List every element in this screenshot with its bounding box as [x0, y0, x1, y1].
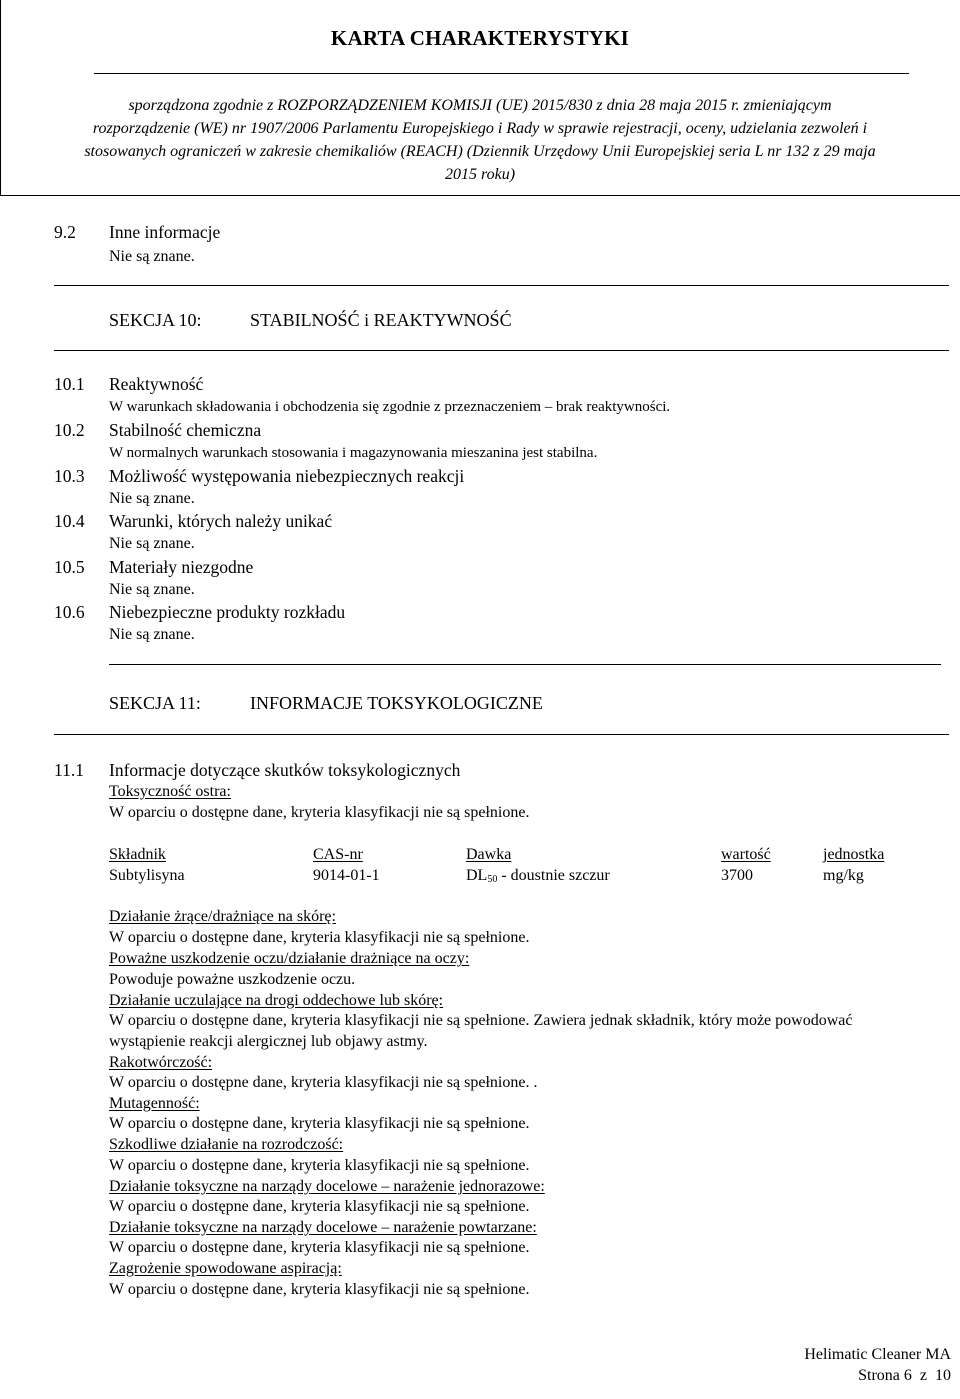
subsection-text-10-2: W normalnych warunkach stosowania i magazynowania mieszanina jest stabilna. — [109, 445, 598, 461]
subsection-number-10-4: 10.4 — [54, 511, 85, 531]
subsection-number-9-2: 9.2 — [54, 222, 76, 242]
regulation-subtitle-line-1: sporządzona zgodnie z ROZPORZĄDZENIEM KOMISJI (UE) 2015/830 z dnia 28 maja 2015 r. zmieniającym — [128, 97, 832, 114]
document-title: KARTA CHARAKTERYSTYKI — [330, 26, 630, 50]
stot-repeated-heading: Działanie toksyczne na narządy docelowe – narażenie powtarzane: — [109, 1219, 537, 1236]
aspiration-hazard-heading: Zagrożenie spowodowane aspiracją: — [109, 1260, 342, 1277]
section-10-top-rule — [54, 285, 949, 286]
dose-subscript: 50 — [487, 874, 498, 885]
reproductive-toxicity-heading: Szkodliwe działanie na rozrodczość: — [109, 1136, 344, 1153]
footer-product-name: Helimatic Cleaner MA — [804, 1346, 951, 1363]
subsection-title-10-3: Możliwość występowania niebezpiecznych reakcji — [109, 466, 465, 486]
section-11-label: SEKCJA 11: — [109, 693, 201, 713]
subsection-number-10-5: 10.5 — [54, 557, 85, 577]
stot-single-heading: Działanie toksyczne na narządy docelowe – narażenie jednorazowe: — [109, 1178, 545, 1195]
eye-damage-heading: Poważne uszkodzenie oczu/działanie drażniące na oczy: — [109, 950, 470, 967]
subsection-title-9-2: Inne informacje — [109, 222, 221, 242]
section-11-top-rule — [109, 664, 941, 665]
title-rule — [94, 73, 909, 74]
subsection-text-9-2: Nie są znane. — [109, 248, 195, 265]
dose-prefix: DL — [466, 867, 488, 884]
table-header-value: wartość — [721, 846, 771, 863]
subsection-text-10-1: W warunkach składowania i obchodzenia się zgodnie z przeznaczeniem – brak reaktywności. — [109, 399, 671, 415]
carcinogenicity-heading: Rakotwórczość: — [109, 1054, 213, 1071]
subsection-title-10-2: Stabilność chemiczna — [109, 420, 262, 440]
stot-single-text: W oparciu o dostępne dane, kryteria klasyfikacji nie są spełnione. — [109, 1198, 530, 1215]
table-header-dose: Dawka — [466, 846, 512, 863]
subsection-title-10-4: Warunki, których należy unikać — [109, 511, 333, 531]
section-10-label: SEKCJA 10: — [109, 310, 202, 330]
table-cell-cas: 9014-01-1 — [313, 867, 380, 884]
subsection-title-11-1: Informacje dotyczące skutków toksykologicznych — [109, 760, 461, 780]
subsection-number-10-6: 10.6 — [54, 602, 85, 622]
regulation-subtitle-line-2: rozporządzenie (WE) nr 1907/2006 Parlamentu Europejskiego i Rady w sprawie rejestracji, oceny, udzielania zezwoleń i — [92, 120, 868, 137]
table-cell-value: 3700 — [721, 867, 753, 884]
subsection-title-10-6: Niebezpieczne produkty rozkładu — [109, 602, 346, 622]
section-11-bottom-rule — [54, 734, 949, 735]
subsection-number-11-1: 11.1 — [54, 760, 84, 780]
subsection-text-10-3: Nie są znane. — [109, 490, 195, 507]
section-10-bottom-rule — [54, 350, 949, 351]
table-cell-component: Subtylisyna — [109, 867, 185, 884]
reproductive-toxicity-text: W oparciu o dostępne dane, kryteria klasyfikacji nie są spełnione. — [109, 1157, 530, 1174]
subsection-number-10-1: 10.1 — [54, 374, 85, 394]
header-frame-bottom-border — [0, 195, 960, 196]
mutagenicity-heading: Mutagenność: — [109, 1095, 200, 1112]
table-header-cas: CAS-nr — [313, 846, 363, 863]
carcinogenicity-text: W oparciu o dostępne dane, kryteria klasyfikacji nie są spełnione. . — [109, 1074, 538, 1091]
stot-repeated-text: W oparciu o dostępne dane, kryteria klasyfikacji nie są spełnione. — [109, 1239, 530, 1256]
dose-route: - doustnie szczur — [497, 867, 610, 884]
subsection-title-10-5: Materiały niezgodne — [109, 557, 254, 577]
acute-toxicity-text: W oparciu o dostępne dane, kryteria klasyfikacji nie są spełnione. — [109, 804, 530, 821]
footer-page-number: Strona 6 z 10 — [858, 1367, 951, 1384]
table-header-component: Składnik — [109, 846, 166, 863]
section-10-title: STABILNOŚĆ i REAKTYWNOŚĆ — [250, 310, 512, 330]
subsection-number-10-2: 10.2 — [54, 420, 85, 440]
subsection-text-10-5: Nie są znane. — [109, 581, 195, 598]
mutagenicity-text: W oparciu o dostępne dane, kryteria klasyfikacji nie są spełnione. — [109, 1115, 530, 1132]
table-cell-dose — [466, 867, 610, 885]
aspiration-hazard-text: W oparciu o dostępne dane, kryteria klasyfikacji nie są spełnione. — [109, 1281, 530, 1298]
section-11-title: INFORMACJE TOKSYKOLOGICZNE — [250, 693, 543, 713]
table-header-unit: jednostka — [823, 846, 885, 863]
subsection-title-10-1: Reaktywność — [109, 374, 204, 394]
skin-corrosion-text: W oparciu o dostępne dane, kryteria klasyfikacji nie są spełnione. — [109, 929, 530, 946]
sensitisation-heading: Działanie uczulające na drogi oddechowe lub skórę: — [109, 992, 444, 1009]
subsection-text-10-6: Nie są znane. — [109, 626, 195, 643]
regulation-subtitle-line-4: 2015 roku) — [444, 166, 516, 183]
table-cell-unit: mg/kg — [823, 867, 864, 884]
sensitisation-text-continued: wystąpienie reakcji alergicznej lub objawy astmy. — [109, 1033, 428, 1050]
subsection-text-10-4: Nie są znane. — [109, 535, 195, 552]
regulation-subtitle-line-3: stosowanych ograniczeń w zakresie chemikaliów (REACH) (Dziennik Urzędowy Unii Europejskiej seria L nr 132 z 29 maja — [84, 143, 876, 160]
skin-corrosion-heading: Działanie żrące/drażniące na skórę: — [109, 908, 336, 925]
eye-damage-text: Powoduje poważne uszkodzenie oczu. — [109, 971, 356, 988]
subsection-number-10-3: 10.3 — [54, 466, 85, 486]
sensitisation-text: W oparciu o dostępne dane, kryteria klasyfikacji nie są spełnione. Zawiera jednak składnik, który może powodować — [109, 1012, 853, 1029]
acute-toxicity-heading: Toksyczność ostra: — [109, 783, 231, 800]
